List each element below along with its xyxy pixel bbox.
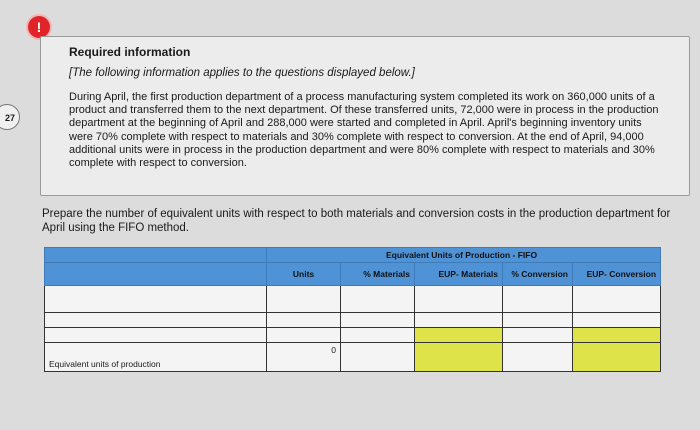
info-body: During April, the first production department of a process manufacturing system completed its work on 360,000 units of a product and transferred them to the next department. Of these transferred units, 72,000 were in process in the production department at the beginning of April and 288,000 were started and completed in April. April's beginning inventory units were 70% complete with respect to materials and 30% complete with respect to conversion. At the end of April, 94,000 additional units were in process in the production department and were 80% complete with respect to materials and 30% complete with respect to conversion. xyxy=(69,91,659,170)
pct-conversion-total xyxy=(503,343,573,372)
table-row xyxy=(45,286,661,313)
col-header-pct-conversion: % Conversion xyxy=(503,263,573,286)
question-prompt: Prepare the number of equivalent units with respect to both materials and conversion costs in the production department for April using the FIFO method. xyxy=(42,208,671,234)
info-note: [The following information applies to the questions displayed below.] xyxy=(69,67,415,79)
col-header-eup-materials: EUP- Materials xyxy=(415,263,503,286)
units-input[interactable] xyxy=(267,328,341,343)
table-total-row xyxy=(45,343,661,372)
row-label-input[interactable] xyxy=(45,313,267,328)
required-information-box xyxy=(40,36,690,196)
units-input[interactable] xyxy=(267,286,341,313)
pct-materials-input[interactable] xyxy=(341,313,415,328)
table-row xyxy=(45,328,661,343)
col-header-units: Units xyxy=(267,263,341,286)
eup-materials-total xyxy=(415,343,503,372)
info-heading: Required information xyxy=(69,45,191,59)
units-input[interactable] xyxy=(267,313,341,328)
col-header-pct-materials: % Materials xyxy=(341,263,415,286)
col-header-eup-conversion: EUP- Conversion xyxy=(573,263,661,286)
eup-fifo-table xyxy=(44,247,661,372)
eup-conversion-total xyxy=(573,343,661,372)
units-total: 0 xyxy=(267,343,341,372)
eup-materials-subtotal xyxy=(415,328,503,343)
eup-materials-input[interactable] xyxy=(415,313,503,328)
eup-materials-input[interactable] xyxy=(415,286,503,313)
pct-materials-input[interactable] xyxy=(341,286,415,313)
row-label-input[interactable] xyxy=(45,328,267,343)
pct-materials-total xyxy=(341,343,415,372)
eup-conversion-input[interactable] xyxy=(573,313,661,328)
pct-conversion-input[interactable] xyxy=(503,286,573,313)
alert-icon: ! xyxy=(28,16,50,38)
pct-conversion-input[interactable] xyxy=(503,313,573,328)
eup-conversion-subtotal xyxy=(573,328,661,343)
pct-materials-input[interactable] xyxy=(341,328,415,343)
table-title: Equivalent Units of Production - FIFO xyxy=(267,248,661,263)
table-header-empty xyxy=(45,248,267,263)
total-row-label: Equivalent units of production xyxy=(45,343,267,372)
table-row xyxy=(45,313,661,328)
eup-conversion-input[interactable] xyxy=(573,286,661,313)
row-label-input[interactable] xyxy=(45,286,267,313)
pct-conversion-input[interactable] xyxy=(503,328,573,343)
table-header-label-col xyxy=(45,263,267,286)
question-number-badge: 27 xyxy=(0,104,20,130)
